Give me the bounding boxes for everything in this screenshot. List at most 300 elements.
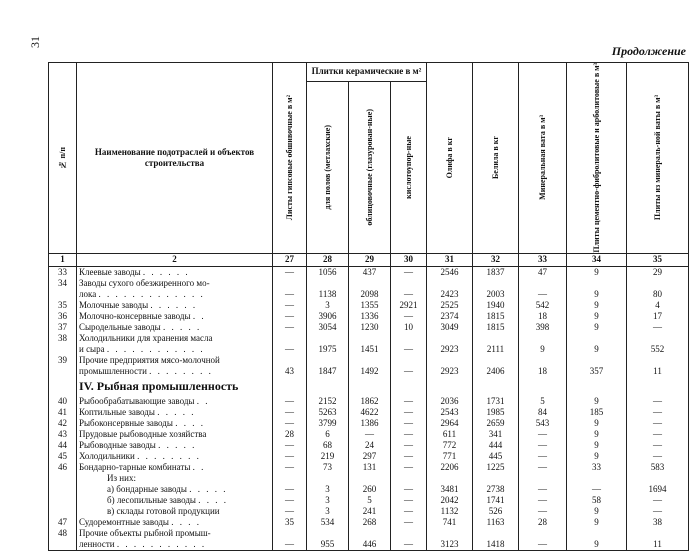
page-number: 31 — [28, 36, 42, 48]
value-c33: 542 — [519, 300, 567, 311]
row-name-cell — [77, 462, 273, 473]
value-c32: 1731 — [473, 396, 519, 407]
value-c28 — [307, 333, 349, 344]
row-name-cell — [77, 311, 273, 322]
value-c30: — — [391, 366, 427, 377]
value-c29: 297 — [349, 451, 391, 462]
value-c31: 2546 — [427, 266, 473, 278]
value-c29: 131 — [349, 462, 391, 473]
value-c28: 955 — [307, 539, 349, 551]
value-c34 — [567, 355, 627, 366]
value-c30 — [391, 278, 427, 289]
value-c30: — — [391, 429, 427, 440]
value-c34 — [567, 473, 627, 484]
value-c34 — [567, 333, 627, 344]
value-c28 — [307, 473, 349, 484]
value-c34: 9 — [567, 440, 627, 451]
value-c28: 3906 — [307, 311, 349, 322]
value-c31 — [427, 473, 473, 484]
col-number: 33 — [519, 253, 567, 266]
header-gypsum: Листы гипсовые обшивочные в м² — [273, 63, 307, 254]
table-row — [49, 506, 689, 517]
header-white: Белила в кг — [473, 63, 519, 254]
value-c34: 9 — [567, 266, 627, 278]
value-c27: — — [273, 344, 307, 355]
row-name-cell — [77, 355, 273, 366]
row-number — [49, 484, 77, 495]
value-c29: 1492 — [349, 366, 391, 377]
row-name: Бондарно-тарные комбинаты — [79, 461, 191, 472]
value-c28: 6 — [307, 429, 349, 440]
table-row — [49, 418, 689, 429]
value-c30: — — [391, 418, 427, 429]
value-c34 — [567, 278, 627, 289]
col-number: 27 — [273, 253, 307, 266]
row-number: 35 — [49, 300, 77, 311]
value-c30: — — [391, 495, 427, 506]
value-c34: 9 — [567, 396, 627, 407]
table-row — [49, 528, 689, 539]
value-c28 — [307, 278, 349, 289]
value-c34: 9 — [567, 517, 627, 528]
row-name-cell — [77, 528, 273, 539]
value-c31: 3123 — [427, 539, 473, 551]
row-name: Холодильники для хранения масла — [79, 332, 213, 343]
value-c27: — — [273, 266, 307, 278]
table-row — [49, 429, 689, 440]
value-c31: 2206 — [427, 462, 473, 473]
value-c31: 1132 — [427, 506, 473, 517]
row-number: 38 — [49, 333, 77, 344]
row-name-cell — [77, 539, 273, 551]
value-c31 — [427, 528, 473, 539]
value-c28: 3 — [307, 300, 349, 311]
value-c35: 11 — [627, 366, 689, 377]
value-c32: 2738 — [473, 484, 519, 495]
value-c27: — — [273, 418, 307, 429]
row-number: 39 — [49, 355, 77, 366]
row-number: 37 — [49, 322, 77, 333]
value-c35: — — [627, 495, 689, 506]
value-c31: 2374 — [427, 311, 473, 322]
value-c33 — [519, 278, 567, 289]
value-c27: 28 — [273, 429, 307, 440]
value-c31 — [427, 333, 473, 344]
value-c30 — [391, 355, 427, 366]
table-row — [49, 333, 689, 344]
value-c30: — — [391, 484, 427, 495]
row-number — [49, 366, 77, 377]
row-number: 48 — [49, 528, 77, 539]
row-name-cell — [77, 289, 273, 300]
row-name: Рыбообрабатывающие заводы — [79, 395, 195, 406]
row-name-cell — [77, 429, 273, 440]
value-c29: 1451 — [349, 344, 391, 355]
col-number: 31 — [427, 253, 473, 266]
value-c27: — — [273, 311, 307, 322]
row-name-cell — [77, 484, 273, 495]
value-c27 — [273, 355, 307, 366]
value-c35: — — [627, 451, 689, 462]
row-number: 42 — [49, 418, 77, 429]
col-number: 30 — [391, 253, 427, 266]
value-c32: 1837 — [473, 266, 519, 278]
value-c34: 58 — [567, 495, 627, 506]
value-c29 — [349, 333, 391, 344]
value-c29: 1336 — [349, 311, 391, 322]
value-c28: 1056 — [307, 266, 349, 278]
value-c31: 611 — [427, 429, 473, 440]
row-name-cell — [77, 344, 273, 355]
value-c28: 219 — [307, 451, 349, 462]
section-title: IV. Рыбная промышленность — [77, 377, 273, 396]
row-number: 47 — [49, 517, 77, 528]
row-name: б) лесопильные заводы — [107, 494, 196, 505]
row-name-cell — [77, 300, 273, 311]
value-c30: — — [391, 506, 427, 517]
value-c33: — — [519, 539, 567, 551]
row-name-cell — [77, 440, 273, 451]
value-c33 — [519, 333, 567, 344]
leader-dots: . . . . . — [162, 321, 202, 332]
row-number: 34 — [49, 278, 77, 289]
value-c29: 4622 — [349, 407, 391, 418]
col-number: 1 — [49, 253, 77, 266]
value-c32: 1163 — [473, 517, 519, 528]
value-c33: — — [519, 451, 567, 462]
row-name: Судоремонтные заводы — [79, 516, 169, 527]
row-name: Рыбоводные заводы — [79, 439, 156, 450]
value-c33: 18 — [519, 311, 567, 322]
col-number: 35 — [627, 253, 689, 266]
row-name: а) бондарные заводы — [107, 483, 187, 494]
value-c35 — [627, 473, 689, 484]
row-name: Молочно-консервные заводы — [79, 310, 191, 321]
value-c29: 1355 — [349, 300, 391, 311]
value-c32: 444 — [473, 440, 519, 451]
value-c35: — — [627, 322, 689, 333]
value-c27 — [273, 528, 307, 539]
value-c33 — [519, 473, 567, 484]
value-c35: — — [627, 429, 689, 440]
header-cement-slabs: Плиты цементно-фибролитовые и арболитовые в м³ — [567, 63, 627, 254]
value-c35 — [627, 528, 689, 539]
value-c28: 73 — [307, 462, 349, 473]
value-c33: 84 — [519, 407, 567, 418]
row-name-cell — [77, 407, 273, 418]
value-c28: 68 — [307, 440, 349, 451]
value-c32 — [473, 528, 519, 539]
value-c30: — — [391, 517, 427, 528]
value-c29: 437 — [349, 266, 391, 278]
value-c35: — — [627, 440, 689, 451]
value-c27: — — [273, 396, 307, 407]
value-c29: 1230 — [349, 322, 391, 333]
value-c29: 1862 — [349, 396, 391, 407]
value-c29: 24 — [349, 440, 391, 451]
value-c30 — [391, 473, 427, 484]
leader-dots: . . . . . . . . . . . . . — [98, 288, 205, 299]
value-c31: 772 — [427, 440, 473, 451]
table-row — [49, 407, 689, 418]
value-c35: 80 — [627, 289, 689, 300]
table-row — [49, 289, 689, 300]
value-c28: 2152 — [307, 396, 349, 407]
row-name-cell — [77, 266, 273, 278]
value-c29: — — [349, 429, 391, 440]
row-number: 44 — [49, 440, 77, 451]
value-c30: — — [391, 440, 427, 451]
value-c27 — [273, 333, 307, 344]
table-row — [49, 311, 689, 322]
value-c30: — — [391, 266, 427, 278]
value-c32: 1815 — [473, 311, 519, 322]
value-c32: 1985 — [473, 407, 519, 418]
table-row — [49, 539, 689, 551]
value-c31: 2964 — [427, 418, 473, 429]
row-name-cell — [77, 366, 273, 377]
value-c32: 1225 — [473, 462, 519, 473]
value-c31: 2042 — [427, 495, 473, 506]
row-name-cell — [77, 333, 273, 344]
value-c27: — — [273, 539, 307, 551]
table-row — [49, 322, 689, 333]
value-c34: 9 — [567, 418, 627, 429]
value-c33 — [519, 355, 567, 366]
row-name: промышленности — [79, 365, 147, 376]
row-name: Молочные заводы — [79, 299, 149, 310]
leader-dots: . . — [196, 395, 210, 406]
value-c33: 28 — [519, 517, 567, 528]
leader-dots: . . . . . . . . — [149, 365, 213, 376]
value-c34: 9 — [567, 311, 627, 322]
value-c32: 445 — [473, 451, 519, 462]
leader-dots: . . . . . . — [142, 266, 190, 277]
value-c35 — [627, 333, 689, 344]
value-c31: 2923 — [427, 366, 473, 377]
row-number — [49, 344, 77, 355]
table-row — [49, 517, 689, 528]
value-c33: — — [519, 289, 567, 300]
value-c33: 9 — [519, 344, 567, 355]
table-header — [49, 63, 689, 267]
value-c33: 5 — [519, 396, 567, 407]
value-c35: 11 — [627, 539, 689, 551]
leader-dots: . . . . — [198, 494, 228, 505]
leader-dots: . . . . . . . . . . . — [116, 538, 207, 549]
row-number: 45 — [49, 451, 77, 462]
table-row — [49, 366, 689, 377]
value-c34: 9 — [567, 300, 627, 311]
value-c33: 18 — [519, 366, 567, 377]
value-c30 — [391, 333, 427, 344]
value-c28 — [307, 355, 349, 366]
table-row — [49, 396, 689, 407]
value-c34: 9 — [567, 429, 627, 440]
leader-dots: . . . . . — [189, 483, 228, 494]
header-olifa: Олифа в кг — [427, 63, 473, 254]
section-row — [49, 377, 689, 396]
row-number: 33 — [49, 266, 77, 278]
value-c27: — — [273, 506, 307, 517]
value-c32 — [473, 355, 519, 366]
value-c35: — — [627, 418, 689, 429]
row-name: Коптильные заводы — [79, 406, 155, 417]
value-c30 — [391, 528, 427, 539]
row-number: 46 — [49, 462, 77, 473]
header-acid: кислотоупор-ные — [391, 81, 427, 253]
value-c34: 9 — [567, 451, 627, 462]
leader-dots: . . — [192, 461, 206, 472]
value-c29: 446 — [349, 539, 391, 551]
row-name: Из них: — [107, 472, 136, 483]
value-c34: 9 — [567, 289, 627, 300]
value-c32: 526 — [473, 506, 519, 517]
column-numbers-row — [49, 253, 689, 266]
row-number — [49, 495, 77, 506]
value-c34 — [567, 528, 627, 539]
materials-table — [48, 62, 689, 551]
value-c28: 3799 — [307, 418, 349, 429]
row-number — [49, 506, 77, 517]
value-c34: 185 — [567, 407, 627, 418]
value-c35: — — [627, 407, 689, 418]
value-c35: 17 — [627, 311, 689, 322]
row-name: Прудовые рыбоводные хозяйства — [79, 428, 207, 439]
value-c31: 2423 — [427, 289, 473, 300]
leader-dots: . . . . . — [157, 406, 196, 417]
value-c28: 3054 — [307, 322, 349, 333]
value-c34: 9 — [567, 539, 627, 551]
value-c33: 543 — [519, 418, 567, 429]
row-number: 41 — [49, 407, 77, 418]
value-c35: 4 — [627, 300, 689, 311]
row-name: ленности — [79, 538, 115, 549]
value-c28: 1975 — [307, 344, 349, 355]
section-num — [49, 377, 77, 396]
header-num: № п/п — [49, 63, 77, 254]
row-number: 43 — [49, 429, 77, 440]
row-name-cell — [77, 495, 273, 506]
value-c34: 357 — [567, 366, 627, 377]
row-name: Рыбоконсервные заводы — [79, 417, 173, 428]
value-c35: 1694 — [627, 484, 689, 495]
value-c31: 771 — [427, 451, 473, 462]
value-c35: 552 — [627, 344, 689, 355]
col-number: 29 — [349, 253, 391, 266]
row-name-cell — [77, 418, 273, 429]
value-c29: 241 — [349, 506, 391, 517]
table-row — [49, 278, 689, 289]
header-name: Наименование подотраслей и объектов строительства — [77, 63, 273, 254]
leader-dots: . . . . . . — [150, 299, 198, 310]
value-c29 — [349, 278, 391, 289]
value-c32: 2406 — [473, 366, 519, 377]
continued-label: Продолжение — [611, 44, 686, 58]
value-c32: 341 — [473, 429, 519, 440]
value-c28: 3 — [307, 495, 349, 506]
value-c30: — — [391, 451, 427, 462]
table-row — [49, 344, 689, 355]
value-c33: — — [519, 495, 567, 506]
value-c31: 2036 — [427, 396, 473, 407]
row-number — [49, 539, 77, 551]
value-c33: 398 — [519, 322, 567, 333]
value-c28: 3 — [307, 484, 349, 495]
value-c27: — — [273, 462, 307, 473]
row-name: Клеевые заводы — [79, 266, 141, 277]
value-c32: 2003 — [473, 289, 519, 300]
table-row — [49, 266, 689, 278]
value-c27: 35 — [273, 517, 307, 528]
value-c30: — — [391, 396, 427, 407]
value-c35: 38 — [627, 517, 689, 528]
value-c27: — — [273, 451, 307, 462]
value-c33: — — [519, 484, 567, 495]
table-body — [49, 266, 689, 550]
row-name-cell — [77, 396, 273, 407]
value-c32: 2111 — [473, 344, 519, 355]
row-name-cell — [77, 451, 273, 462]
col-number: 28 — [307, 253, 349, 266]
value-c32: 1815 — [473, 322, 519, 333]
table-row — [49, 451, 689, 462]
table-row — [49, 440, 689, 451]
value-c30: 2921 — [391, 300, 427, 311]
table-row — [49, 473, 689, 484]
value-c27: — — [273, 484, 307, 495]
value-c32 — [473, 278, 519, 289]
header-mineral: Минеральная вата в м³ — [519, 63, 567, 254]
value-c31 — [427, 278, 473, 289]
value-c33 — [519, 528, 567, 539]
value-c27: — — [273, 495, 307, 506]
col-number: 32 — [473, 253, 519, 266]
header-floor: для полов (метлахские) — [307, 81, 349, 253]
value-c30: — — [391, 407, 427, 418]
value-c34: 9 — [567, 506, 627, 517]
value-c33: — — [519, 429, 567, 440]
value-c34: — — [567, 484, 627, 495]
header-mineral-slabs: Плиты из минераль-ной ваты в м³ — [627, 63, 689, 254]
value-c32: 1418 — [473, 539, 519, 551]
row-number: 36 — [49, 311, 77, 322]
value-c34: 9 — [567, 344, 627, 355]
row-name: и сыра — [79, 343, 105, 354]
value-c33: — — [519, 506, 567, 517]
value-c28: 3 — [307, 506, 349, 517]
value-c27: — — [273, 289, 307, 300]
value-c33: 47 — [519, 266, 567, 278]
value-c31: 3049 — [427, 322, 473, 333]
leader-dots: . . — [192, 310, 206, 321]
value-c35 — [627, 278, 689, 289]
value-c35 — [627, 355, 689, 366]
value-c33: — — [519, 462, 567, 473]
leader-dots: . . . . — [175, 417, 205, 428]
value-c29 — [349, 473, 391, 484]
value-c32 — [473, 473, 519, 484]
value-c28: 1847 — [307, 366, 349, 377]
row-number — [49, 289, 77, 300]
header-tiles-group: Плитки керамические в м² — [307, 63, 427, 82]
value-c31: 2923 — [427, 344, 473, 355]
value-c32 — [473, 333, 519, 344]
value-c33: — — [519, 440, 567, 451]
value-c30: — — [391, 539, 427, 551]
row-name: в) склады готовой продукции — [107, 505, 220, 516]
value-c27 — [273, 473, 307, 484]
